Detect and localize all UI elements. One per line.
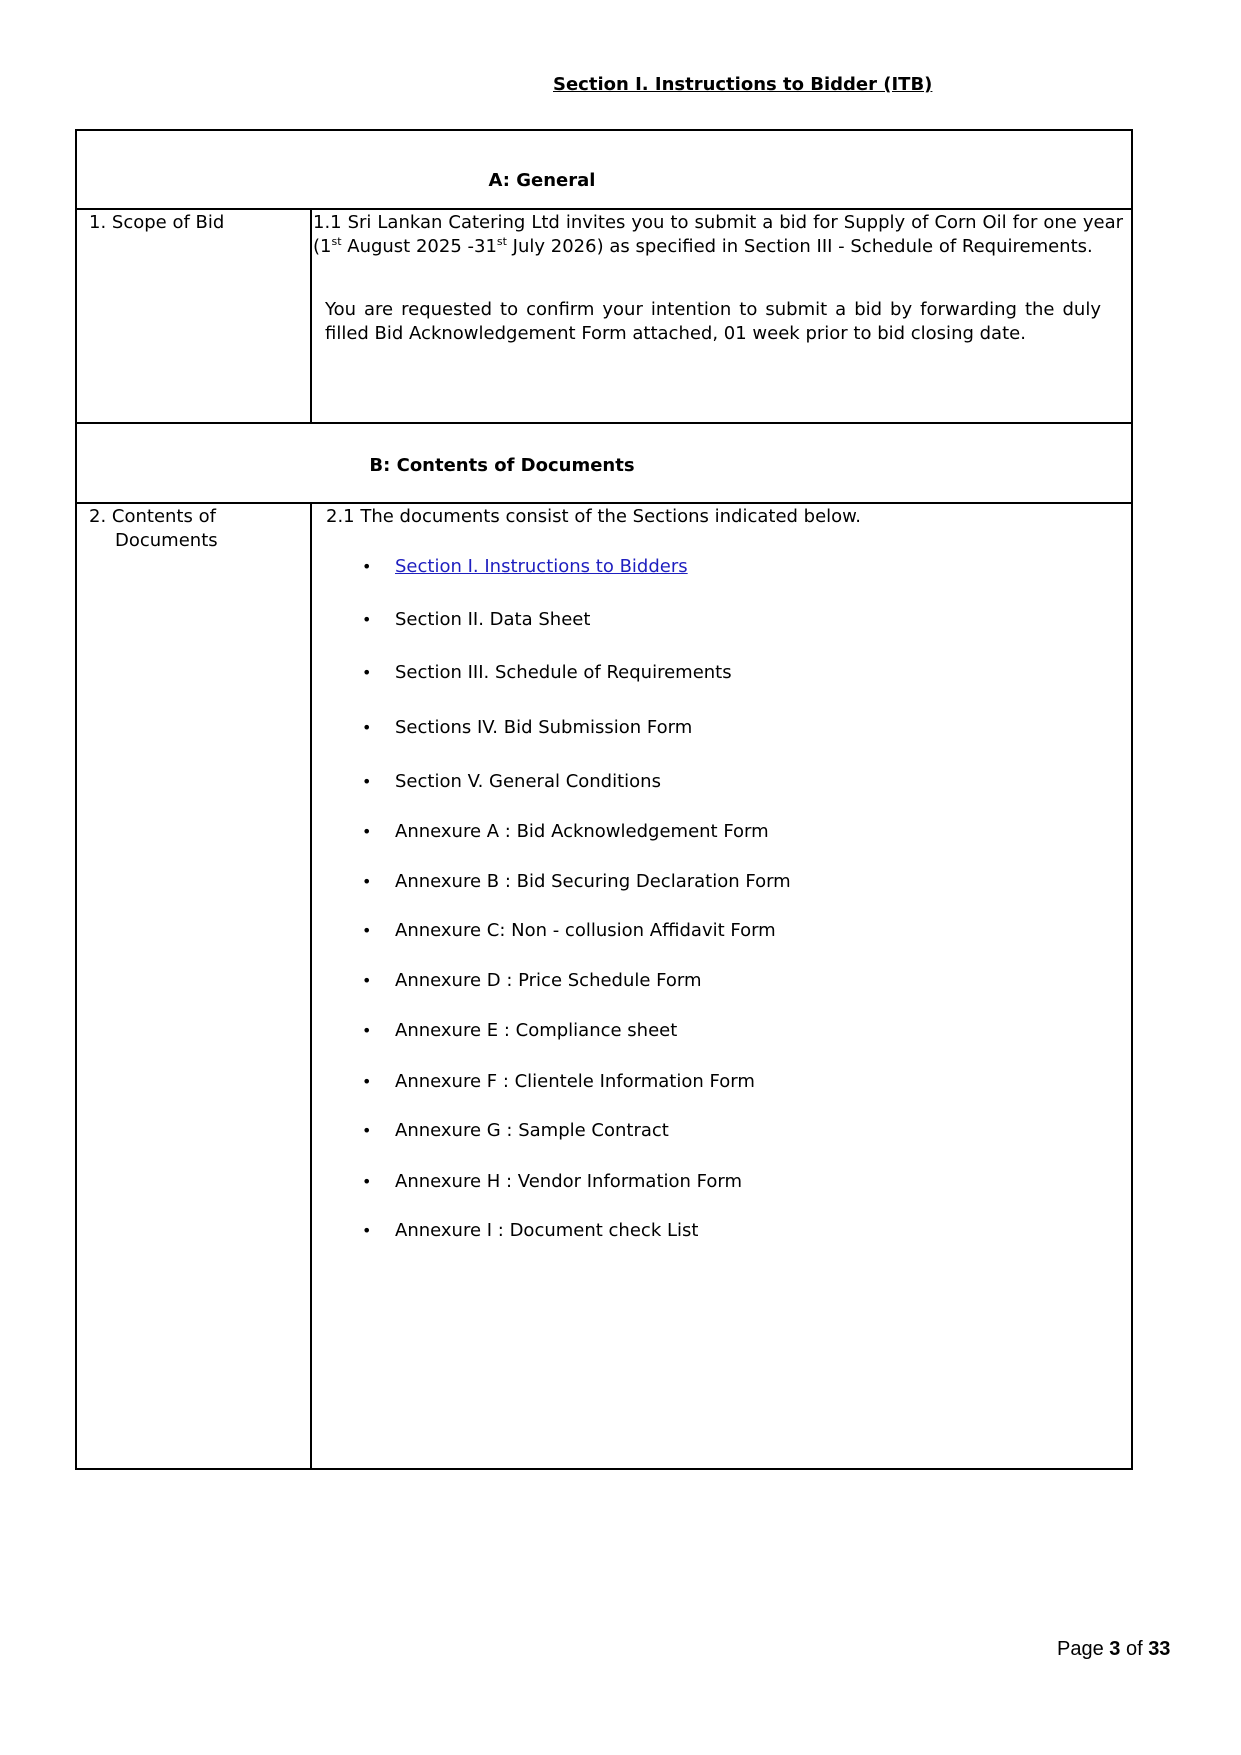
total-pages: 33	[1148, 1638, 1171, 1660]
bullet-icon: •	[362, 1172, 372, 1191]
list-item-text: Sections IV. Bid Submission Form	[395, 717, 693, 738]
bullet-icon: •	[362, 1121, 372, 1140]
list-item	[362, 820, 769, 844]
list-item	[362, 1170, 743, 1194]
list-item	[362, 1119, 669, 1143]
contents-label-line2: Documents	[115, 530, 218, 551]
list-item-text: Annexure E : Compliance sheet	[395, 1020, 678, 1041]
column-divider	[310, 502, 312, 1470]
scope-text-part3: July 2026) as specified in Section III - Schedule of Requirements.	[506, 236, 1093, 257]
contents-label	[89, 505, 218, 553]
list-item	[362, 1070, 755, 1094]
list-item-text: Annexure H : Vendor Information Form	[395, 1171, 743, 1192]
scope-text-part2: August 2025 -31	[341, 236, 497, 257]
current-page: 3	[1109, 1638, 1121, 1660]
bullet-icon: •	[362, 1021, 372, 1040]
bullet-icon: •	[362, 718, 372, 737]
list-item-text: Annexure F : Clientele Information Form	[395, 1071, 755, 1092]
row-divider	[77, 422, 1131, 424]
section-i-link[interactable]: Section I. Instructions to Bidders	[395, 556, 688, 577]
scope-of-bid-label: 1. Scope of Bid	[89, 212, 225, 233]
page-separator: of	[1120, 1638, 1149, 1660]
bullet-icon: •	[362, 772, 372, 791]
contents-intro: 2.1 The documents consist of the Sections indicated below.	[326, 506, 861, 527]
list-item	[362, 661, 732, 685]
row-divider	[77, 208, 1131, 210]
column-divider	[310, 208, 312, 422]
scope-paragraph	[313, 211, 1123, 259]
contents-label-line1: 2. Contents of	[89, 506, 216, 527]
list-item-text: Annexure B : Bid Securing Declaration Form	[395, 871, 791, 892]
bullet-icon: •	[362, 971, 372, 990]
confirm-intention-paragraph: You are requested to confirm your intention to submit a bid by forwarding the duly filled Bid Acknowledgement Form attached, 01 week prior to bid closing date.	[325, 299, 1101, 344]
list-item-text: Annexure G : Sample Contract	[395, 1120, 669, 1141]
ordinal-suffix: st	[331, 235, 342, 248]
list-item-text: Section II. Data Sheet	[395, 609, 591, 630]
bullet-icon: •	[362, 822, 372, 841]
section-b-heading: B: Contents of Documents	[369, 455, 635, 476]
bullet-icon: •	[362, 663, 372, 682]
page-number	[1057, 1638, 1170, 1661]
list-item-text: Annexure I : Document check List	[395, 1220, 699, 1241]
list-item	[362, 969, 702, 993]
page-title: Section I. Instructions to Bidder (ITB)	[553, 74, 933, 95]
scope-text-part1: 1.1 Sri Lankan Catering Ltd invites you to submit a bid for Supply of Corn Oil for one year (1	[313, 212, 1123, 257]
list-item-text: Section III. Schedule of Requirements	[395, 662, 732, 683]
list-item	[362, 1219, 699, 1243]
bullet-icon: •	[362, 921, 372, 940]
list-item	[362, 608, 591, 632]
section-a-heading: A: General	[488, 170, 596, 191]
list-item	[362, 770, 661, 794]
list-item	[362, 919, 776, 943]
page-prefix: Page	[1057, 1638, 1110, 1660]
instructions-table	[75, 129, 1133, 1470]
list-item-text: Annexure A : Bid Acknowledgement Form	[395, 821, 769, 842]
bullet-icon: •	[362, 1221, 372, 1240]
list-item-text: Annexure C: Non - collusion Affidavit Form	[395, 920, 776, 941]
bullet-icon: •	[362, 1072, 372, 1091]
list-item	[362, 870, 791, 894]
row-divider	[77, 502, 1131, 504]
list-item[interactable]	[362, 555, 688, 579]
list-item	[362, 716, 693, 740]
bullet-icon: •	[362, 610, 372, 629]
ordinal-suffix: st	[496, 235, 507, 248]
bullet-icon: •	[362, 872, 372, 891]
list-item-text: Section V. General Conditions	[395, 771, 661, 792]
list-item-text: Annexure D : Price Schedule Form	[395, 970, 702, 991]
bullet-icon: •	[362, 557, 372, 576]
list-item	[362, 1019, 678, 1043]
